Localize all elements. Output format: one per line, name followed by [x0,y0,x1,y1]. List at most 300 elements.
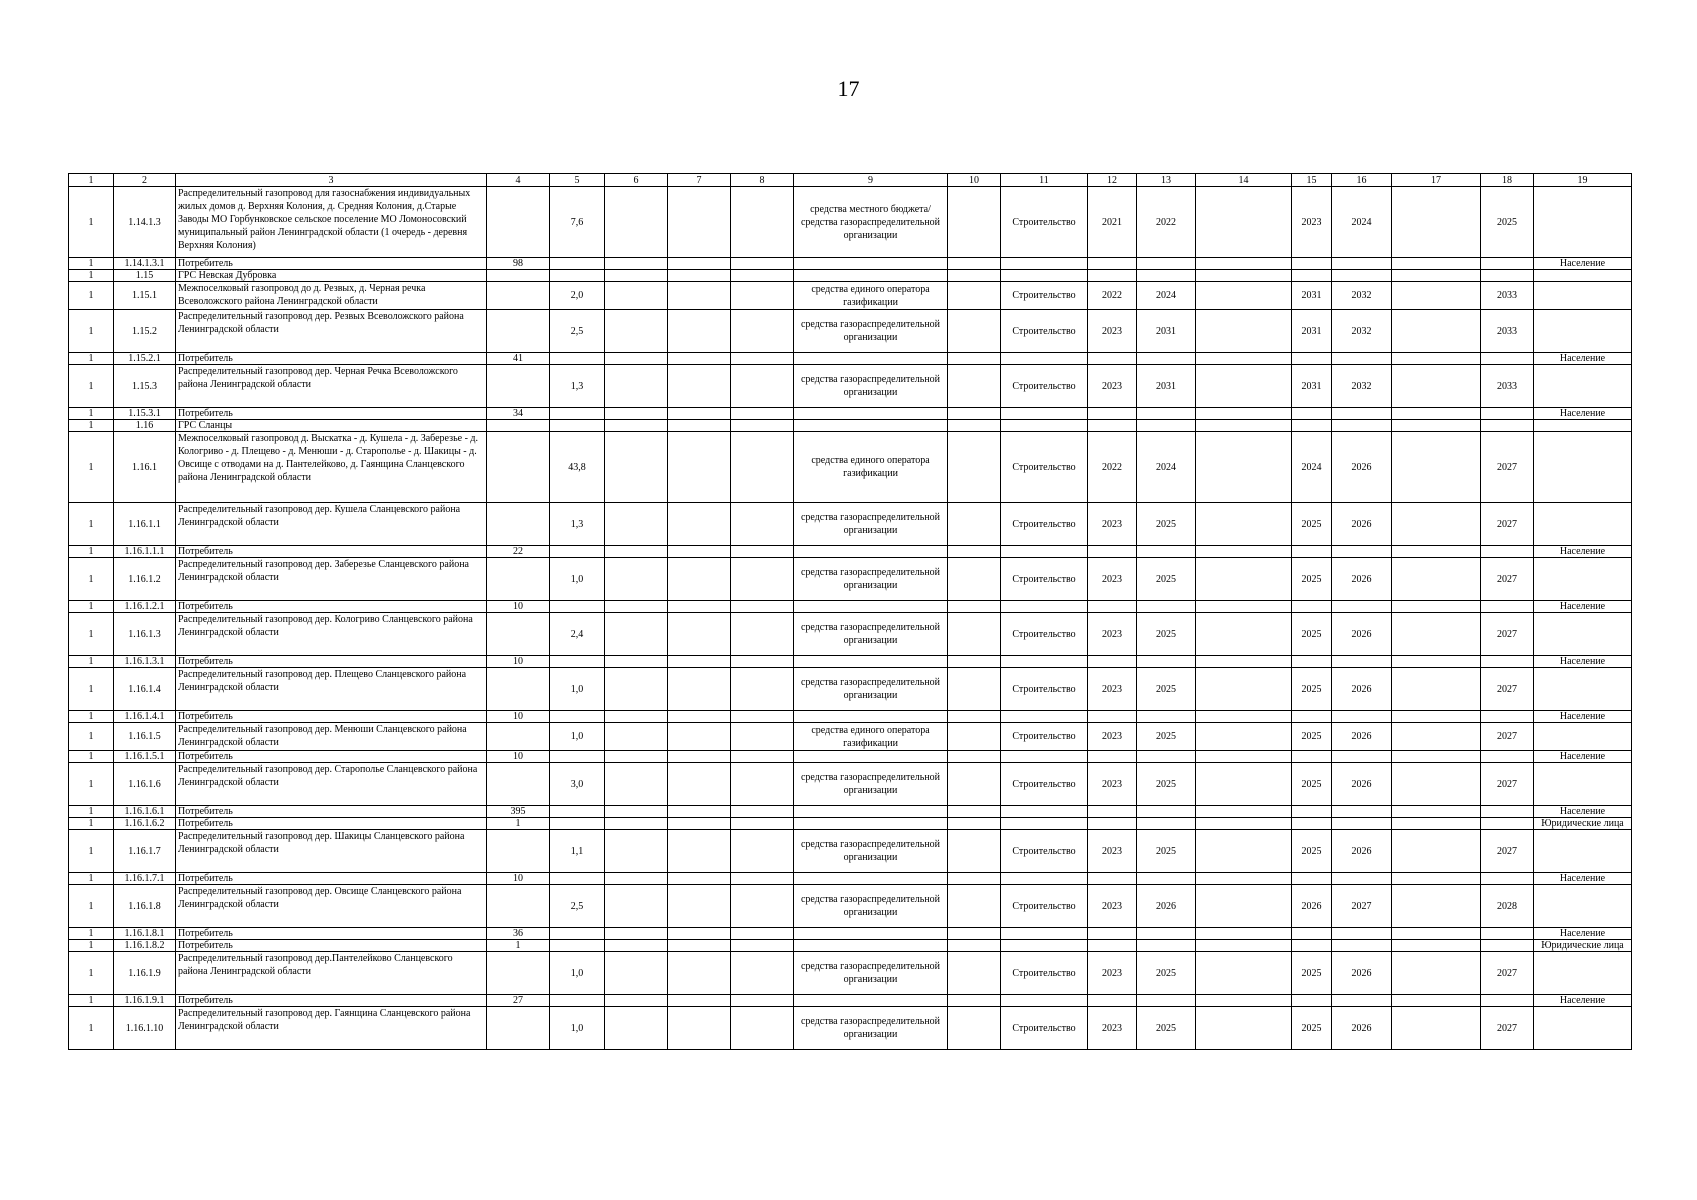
table-cell: средства газораспределительной организации [794,763,948,806]
table-cell: 1.16.1.9.1 [114,995,176,1007]
table-cell [1001,806,1088,818]
table-cell [731,952,794,995]
table-cell [1088,270,1137,282]
table-cell: средства газораспределительной организации [794,558,948,601]
table-cell [794,258,948,270]
table-cell [487,503,550,546]
table-row [69,873,1632,885]
table-cell [1392,885,1481,928]
table-cell [1332,873,1392,885]
table-cell: 1.15.1 [114,282,176,310]
table-cell [1534,830,1632,873]
table-cell [487,310,550,353]
table-cell: 1 [69,995,114,1007]
table-cell [794,353,948,365]
table-cell [794,873,948,885]
table-cell [1534,1007,1632,1050]
table-cell: 2026 [1332,558,1392,601]
table-cell: Распределительный газопровод дер. Овсище Сланцевского района Ленинградской области [176,885,487,928]
table-cell [605,258,668,270]
table-cell: 2022 [1137,187,1196,258]
table-cell: 1.15 [114,270,176,282]
table-cell: Распределительный газопровод дер. Резвых Всеволожского района Ленинградской области [176,310,487,353]
table-cell [948,187,1001,258]
table-cell [1137,546,1196,558]
table-row [69,830,1632,873]
table-cell [1392,873,1481,885]
table-cell [731,668,794,711]
table-cell [1392,503,1481,546]
header-cell: 8 [731,174,794,187]
table-cell [1292,270,1332,282]
table-cell: 2023 [1088,952,1137,995]
table-cell [1088,806,1137,818]
table-cell [550,751,605,763]
header-cell: 14 [1196,174,1292,187]
table-cell [1137,353,1196,365]
table-cell [731,940,794,952]
table-cell: 2027 [1481,723,1534,751]
table-cell [1001,353,1088,365]
table-cell [1392,613,1481,656]
table-cell: Население [1534,656,1632,668]
table-cell [1196,656,1292,668]
table-cell [1196,995,1292,1007]
table-cell: 2026 [1292,885,1332,928]
table-cell [1292,546,1332,558]
table-cell: 1.16.1.5 [114,723,176,751]
table-cell [948,830,1001,873]
table-cell: 1 [69,270,114,282]
table-cell: Потребитель [176,806,487,818]
table-cell: 1 [69,187,114,258]
table-cell [668,830,731,873]
table-cell: 1 [69,928,114,940]
table-cell: 1,0 [550,952,605,995]
table-cell [1332,270,1392,282]
table-cell: 2023 [1088,365,1137,408]
table-cell [731,885,794,928]
table-cell [1137,928,1196,940]
table-cell: 2025 [1137,952,1196,995]
table-cell: 1.16.1.3.1 [114,656,176,668]
table-cell: 2023 [1088,558,1137,601]
table-cell: ГРС Невская Дубровка [176,270,487,282]
table-cell [605,408,668,420]
table-cell [1392,723,1481,751]
table-cell [668,806,731,818]
table-cell [948,282,1001,310]
table-cell [1392,258,1481,270]
table-cell [731,656,794,668]
table-cell: 2025 [1292,558,1332,601]
table-cell [1481,751,1534,763]
table-cell: Потребитель [176,928,487,940]
table-cell: ГРС Сланцы [176,420,487,432]
table-cell: 1.16.1.7.1 [114,873,176,885]
table-cell: 10 [487,751,550,763]
header-cell: 5 [550,174,605,187]
table-cell [605,751,668,763]
table-cell: Распределительный газопровод дер. Кушела Сланцевского района Ленинградской области [176,503,487,546]
table-cell [1088,940,1137,952]
table-cell [668,546,731,558]
table-cell: 2023 [1088,885,1137,928]
table-cell [948,806,1001,818]
table-cell: средства местного бюджета/средства газораспределительной организации [794,187,948,258]
table-cell: 2025 [1292,503,1332,546]
table-cell: 2025 [1137,763,1196,806]
table-cell [731,928,794,940]
table-cell [1196,873,1292,885]
table-cell: 2025 [1292,830,1332,873]
table-cell [1196,420,1292,432]
table-cell [550,546,605,558]
table-cell [1332,711,1392,723]
table-cell [1534,282,1632,310]
table-cell [1196,711,1292,723]
table-cell: 1.15.2 [114,310,176,353]
table-cell: 2023 [1088,310,1137,353]
table-cell: 2026 [1332,1007,1392,1050]
table-cell [1196,353,1292,365]
table-cell: 2027 [1481,613,1534,656]
table-cell: 1.15.3 [114,365,176,408]
table-cell: 2027 [1481,668,1534,711]
table-cell: 1 [69,711,114,723]
table-cell [668,668,731,711]
table-cell [605,270,668,282]
table-cell: Распределительный газопровод дер. Плещево Сланцевского района Ленинградской области [176,668,487,711]
table-cell: 1 [69,546,114,558]
table-cell: 1.16.1.8 [114,885,176,928]
table-cell: Распределительный газопровод дер. Кологриво Сланцевского района Ленинградской области [176,613,487,656]
table-cell [1332,408,1392,420]
table-cell [1001,818,1088,830]
table-cell [794,408,948,420]
table-cell [731,353,794,365]
table-cell [1196,601,1292,613]
table-cell [1332,656,1392,668]
table-cell [1137,258,1196,270]
table-cell [1196,613,1292,656]
table-cell: 2024 [1137,432,1196,503]
table-cell [1292,751,1332,763]
table-cell [731,187,794,258]
table-cell [550,408,605,420]
table-cell [605,282,668,310]
table-cell: 27 [487,995,550,1007]
table-cell [948,711,1001,723]
table-cell: 1.16.1.6.2 [114,818,176,830]
table-cell [1534,432,1632,503]
table-row [69,723,1632,751]
table-cell [794,546,948,558]
table-cell [1001,408,1088,420]
table-cell: 1 [69,723,114,751]
table-cell: 10 [487,873,550,885]
table-cell [1001,873,1088,885]
table-cell: 2031 [1137,365,1196,408]
table-cell [1088,258,1137,270]
table-cell [948,763,1001,806]
table-cell: средства газораспределительной организации [794,668,948,711]
table-row [69,952,1632,995]
table-cell [668,613,731,656]
table-cell [668,995,731,1007]
table-row [69,420,1632,432]
table-cell: средства газораспределительной организации [794,365,948,408]
table-cell [668,873,731,885]
table-row [69,365,1632,408]
table-cell [1088,995,1137,1007]
table-cell [731,711,794,723]
table-row [69,282,1632,310]
table-cell [1534,952,1632,995]
table-cell: 2,0 [550,282,605,310]
table-cell: Население [1534,806,1632,818]
table-cell: 34 [487,408,550,420]
table-cell [668,711,731,723]
table-cell [668,432,731,503]
table-cell [605,711,668,723]
table-cell: 1 [69,1007,114,1050]
table-cell [1088,408,1137,420]
table-row [69,806,1632,818]
table-cell: 3,0 [550,763,605,806]
table-cell [731,873,794,885]
table-cell [731,282,794,310]
table-cell: 98 [487,258,550,270]
table-cell [948,365,1001,408]
table-cell [668,365,731,408]
table-row [69,601,1632,613]
table-row [69,432,1632,503]
table-cell: 2025 [1137,613,1196,656]
header-cell: 1 [69,174,114,187]
header-cell: 19 [1534,174,1632,187]
table-cell [948,723,1001,751]
table-cell: 36 [487,928,550,940]
table-cell [1088,656,1137,668]
table-cell: Строительство [1001,668,1088,711]
table-cell: средства газораспределительной организации [794,885,948,928]
table-cell: 1 [69,408,114,420]
table-cell [731,258,794,270]
table-cell [1088,601,1137,613]
table-cell [668,408,731,420]
table-cell: 1 [69,656,114,668]
header-cell: 13 [1137,174,1196,187]
table-cell: 1 [487,940,550,952]
table-cell [1392,420,1481,432]
table-cell [1481,940,1534,952]
table-cell: 1.16.1.6.1 [114,806,176,818]
table-cell: 2023 [1088,763,1137,806]
table-cell [731,270,794,282]
table-cell: 1 [69,503,114,546]
table-cell [948,546,1001,558]
table-cell [1001,546,1088,558]
table-cell [1392,928,1481,940]
table-cell [1481,258,1534,270]
table-cell [794,818,948,830]
table-cell: 1 [69,310,114,353]
table-cell: 2022 [1088,282,1137,310]
table-row [69,763,1632,806]
table-cell [1392,310,1481,353]
table-cell: 2032 [1332,365,1392,408]
header-cell: 7 [668,174,731,187]
table-cell: Распределительный газопровод дер.Пантелейково Сланцевского района Ленинградской области [176,952,487,995]
table-cell [605,310,668,353]
table-cell: средства газораспределительной организации [794,952,948,995]
table-cell [1481,711,1534,723]
table-cell [1534,763,1632,806]
table-cell [605,353,668,365]
table-cell [1196,818,1292,830]
table-cell: 1,3 [550,365,605,408]
table-cell: Население [1534,353,1632,365]
table-cell [1481,270,1534,282]
table-cell [731,558,794,601]
table-cell: 2025 [1292,1007,1332,1050]
table-cell: 1.16.1.2.1 [114,601,176,613]
table-cell [1392,282,1481,310]
table-cell [1292,806,1332,818]
table-cell [668,818,731,830]
table-cell: 2033 [1481,365,1534,408]
table-cell: 1 [487,818,550,830]
table-row [69,818,1632,830]
table-cell [794,601,948,613]
table-cell: 1.16.1.4.1 [114,711,176,723]
table-cell: Строительство [1001,613,1088,656]
table-cell [605,995,668,1007]
table-cell [550,873,605,885]
table-cell [1292,940,1332,952]
table-cell: Распределительный газопровод дер. Гаянщина Сланцевского района Ленинградской области [176,1007,487,1050]
table-cell: 2031 [1292,365,1332,408]
table-cell: 2027 [1481,503,1534,546]
table-cell [1292,711,1332,723]
table-cell: 1,0 [550,668,605,711]
table-cell [948,818,1001,830]
table-cell [948,928,1001,940]
table-cell [1088,711,1137,723]
table-cell: Юридические лица [1534,818,1632,830]
table-cell [1534,187,1632,258]
table-cell [948,503,1001,546]
table-cell: Распределительный газопровод дер. Шакицы Сланцевского района Ленинградской области [176,830,487,873]
table-cell [487,723,550,751]
table-cell [1481,873,1534,885]
table-cell: Строительство [1001,365,1088,408]
table-cell [948,558,1001,601]
table-row [69,270,1632,282]
table-cell: 2026 [1332,432,1392,503]
table-cell: 1.16.1.8.2 [114,940,176,952]
table-cell [1392,601,1481,613]
table-cell [1534,365,1632,408]
table-cell [1196,408,1292,420]
table-cell: Потребитель [176,601,487,613]
table-cell [1392,546,1481,558]
table-cell: 2021 [1088,187,1137,258]
table-row [69,1007,1632,1050]
table-cell: Строительство [1001,282,1088,310]
table-cell: 1 [69,885,114,928]
table-cell: средства газораспределительной организации [794,310,948,353]
table-cell [1392,806,1481,818]
table-cell: 2025 [1292,952,1332,995]
table-cell: 1 [69,952,114,995]
table-cell [668,1007,731,1050]
table-cell: 1.16.1.1.1 [114,546,176,558]
table-cell [487,365,550,408]
table-cell [1196,546,1292,558]
table-cell [1392,432,1481,503]
table-cell [1392,763,1481,806]
table-cell [605,885,668,928]
table-cell [1196,751,1292,763]
table-cell: 1.16.1 [114,432,176,503]
header-cell: 4 [487,174,550,187]
table-cell: 2025 [1137,1007,1196,1050]
table-cell [605,365,668,408]
table-cell [1392,365,1481,408]
table-cell [668,258,731,270]
header-cell: 6 [605,174,668,187]
table-cell: 1 [69,432,114,503]
table-cell [948,952,1001,995]
table-cell: 2022 [1088,432,1137,503]
table-cell: 2026 [1332,952,1392,995]
table-cell [1001,751,1088,763]
table-cell: Потребитель [176,711,487,723]
table-cell: 2032 [1332,310,1392,353]
table-cell: 1.16.1.2 [114,558,176,601]
table-cell: 2025 [1292,613,1332,656]
table-cell [1001,711,1088,723]
table-cell: Строительство [1001,432,1088,503]
table-cell [1392,558,1481,601]
table-cell [1001,656,1088,668]
table-cell [668,601,731,613]
table-cell: 10 [487,601,550,613]
table-cell: 2024 [1332,187,1392,258]
header-cell: 18 [1481,174,1534,187]
table-cell [1392,952,1481,995]
table-cell: Распределительный газопровод дер. Менюши Сланцевского района Ленинградской области [176,723,487,751]
table-cell [1392,668,1481,711]
header-cell: 12 [1088,174,1137,187]
table-cell: 1.16.1.5.1 [114,751,176,763]
table-cell: 2024 [1137,282,1196,310]
table-cell [948,656,1001,668]
table-cell [948,420,1001,432]
table-cell [1196,940,1292,952]
table-cell [668,270,731,282]
table-cell [605,873,668,885]
table-cell [487,558,550,601]
table-cell: 1,3 [550,503,605,546]
table-cell [605,723,668,751]
table-cell [668,723,731,751]
table-cell: средства единого оператора газификации [794,282,948,310]
table-cell: Потребитель [176,353,487,365]
table-cell [794,806,948,818]
